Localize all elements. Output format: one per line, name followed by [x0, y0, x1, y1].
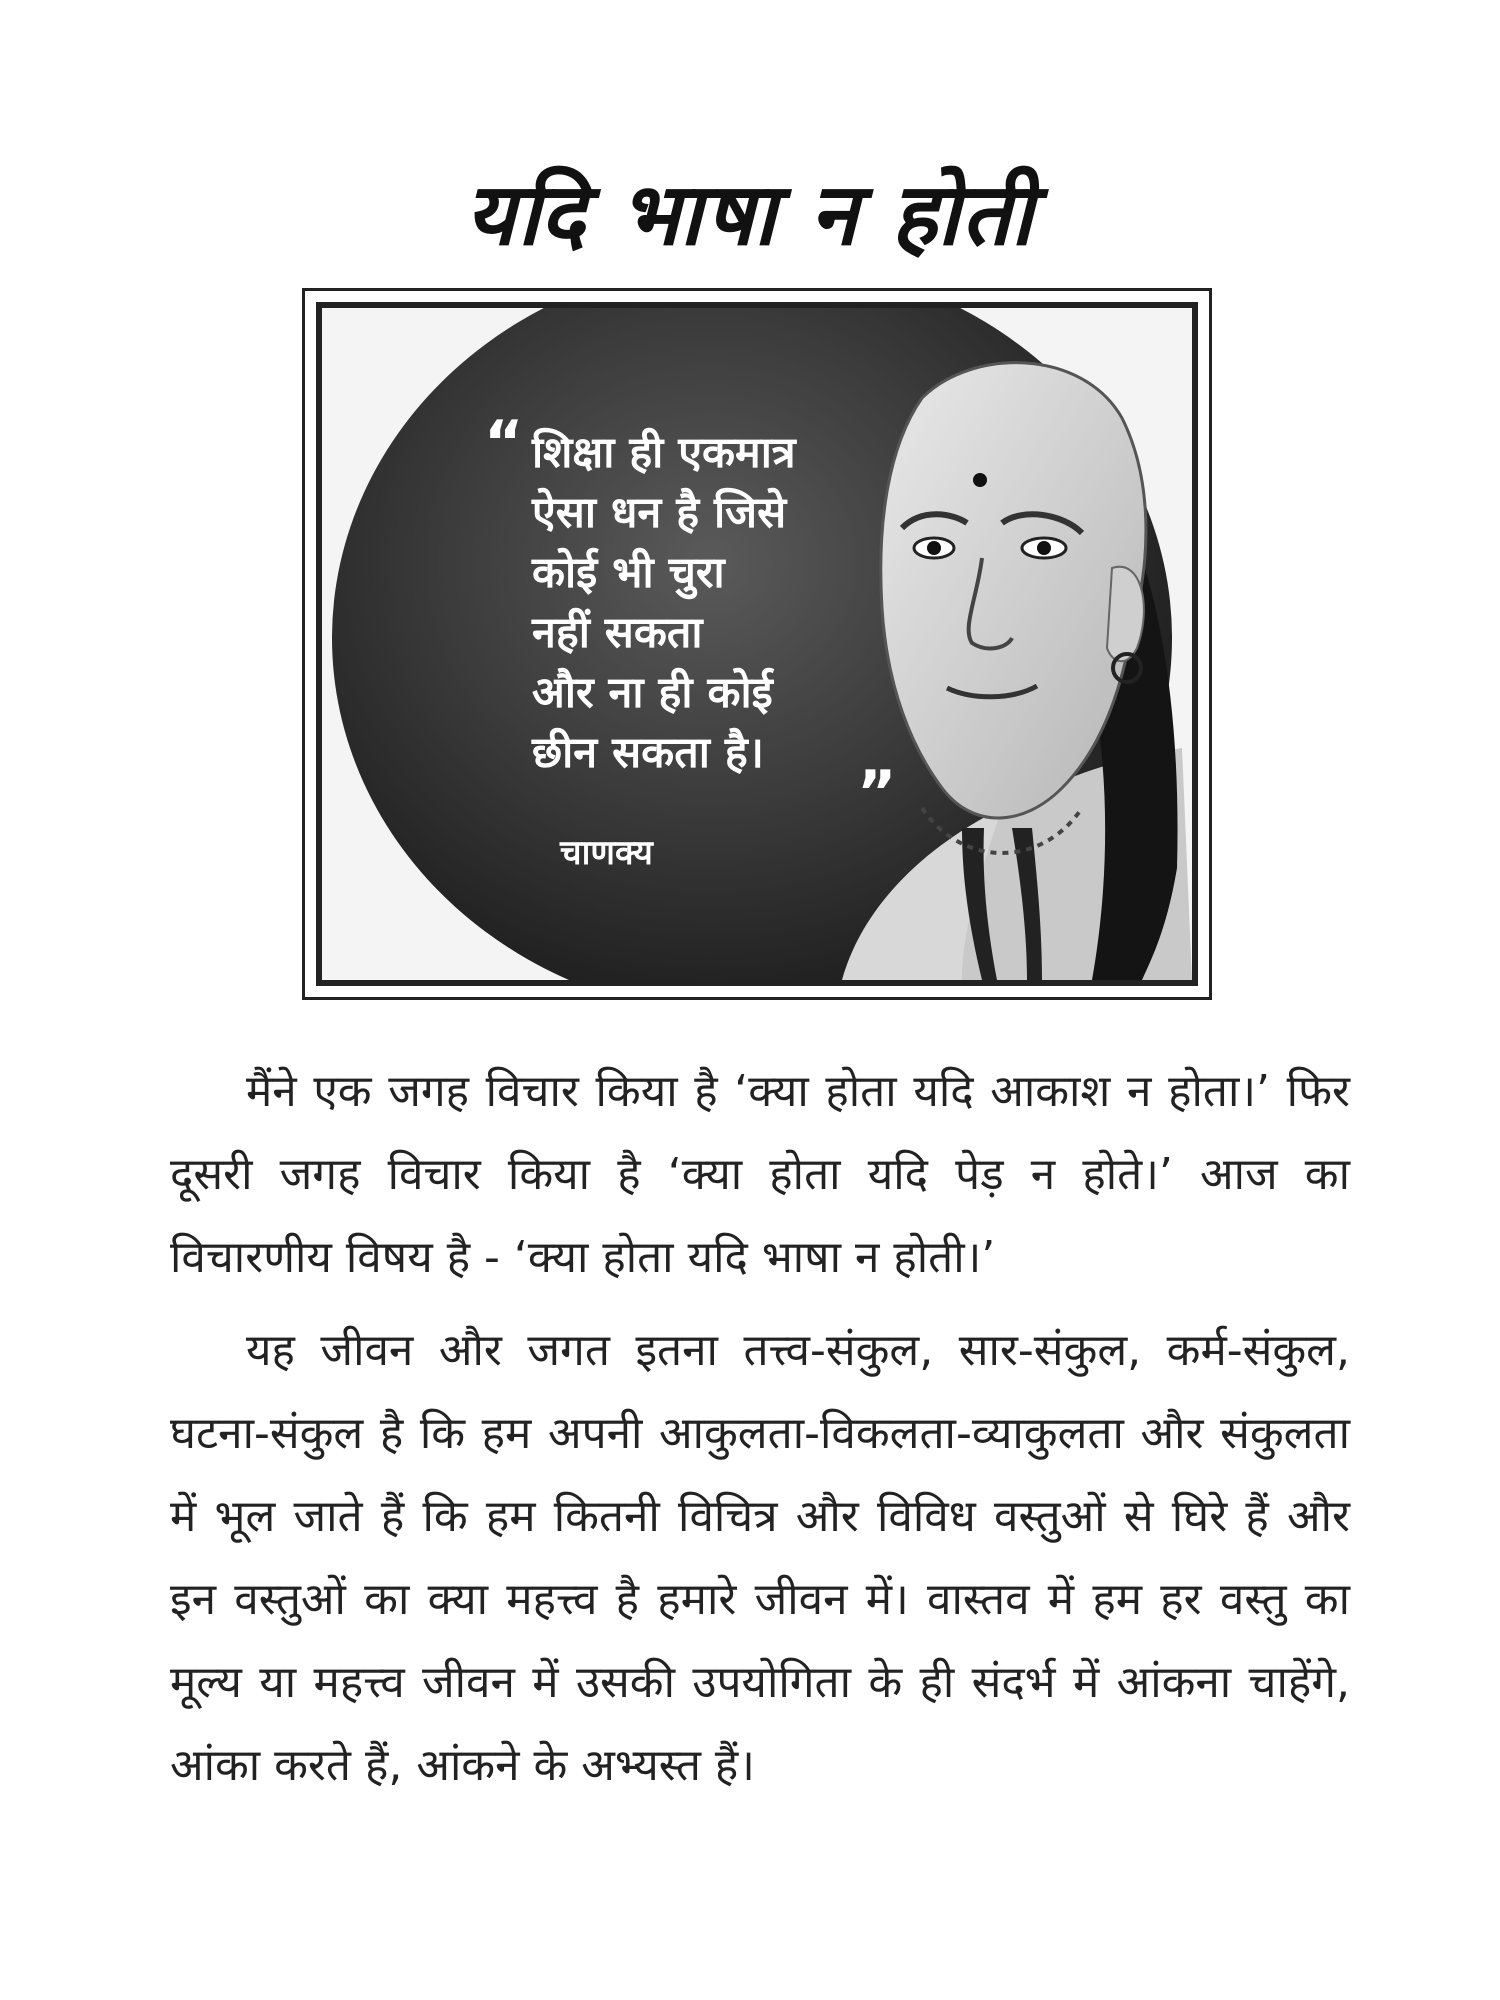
quote-author: चाणक्य — [560, 833, 653, 873]
quote-line: ऐसा धन है जिसे — [532, 488, 787, 538]
paragraph: यह जीवन और जगत इतना तत्त्व-संकुल, सार-संकुल, कर्म-संकुल, घटना-संकुल है कि हम अपनी आकुलता-विकलता-व्याकुलता और संकुलता में भूल जाते हैं कि हम कितनी विचित्र और विविध वस्तुओं से घिरे हैं और इन वस्तुओं का क्या महत्त्व है हमारे जीवन में। वास्तव में हम हर वस्तु का मूल्य या महत्त्व जीवन में उसकी उपयोगिता के ही संदर्भ में आंकना चाहेंगे, आंका करते हैं, आंकने के अभ्यस्त हैं। — [170, 1325, 1350, 1791]
quote-text — [532, 423, 952, 783]
quote-line: शिक्षा ही एकमात्र — [532, 428, 796, 478]
quote-illustration — [316, 302, 1198, 986]
quote-line: नहीं सकता — [532, 608, 703, 658]
quote-line: और ना ही कोई — [532, 668, 773, 718]
quote-line: कोई भी चुरा — [532, 548, 725, 598]
page-title: यदि भाषा न होती — [465, 164, 1035, 265]
article-body — [170, 1050, 1350, 1817]
close-quote-mark: ” — [857, 758, 897, 828]
open-quote-mark: “ — [484, 408, 524, 478]
quote-line: छीन सकता है। — [532, 728, 764, 778]
paragraph: मैंने एक जगह विचार किया है ‘क्या होता यदि आकाश न होता।’ फिर दूसरी जगह विचार किया है ‘क्या होता यदि पेड़ न होते।’ आज का विचारणीय विषय है - ‘क्या होता यदि भाषा न होती।’ — [170, 1066, 1350, 1283]
